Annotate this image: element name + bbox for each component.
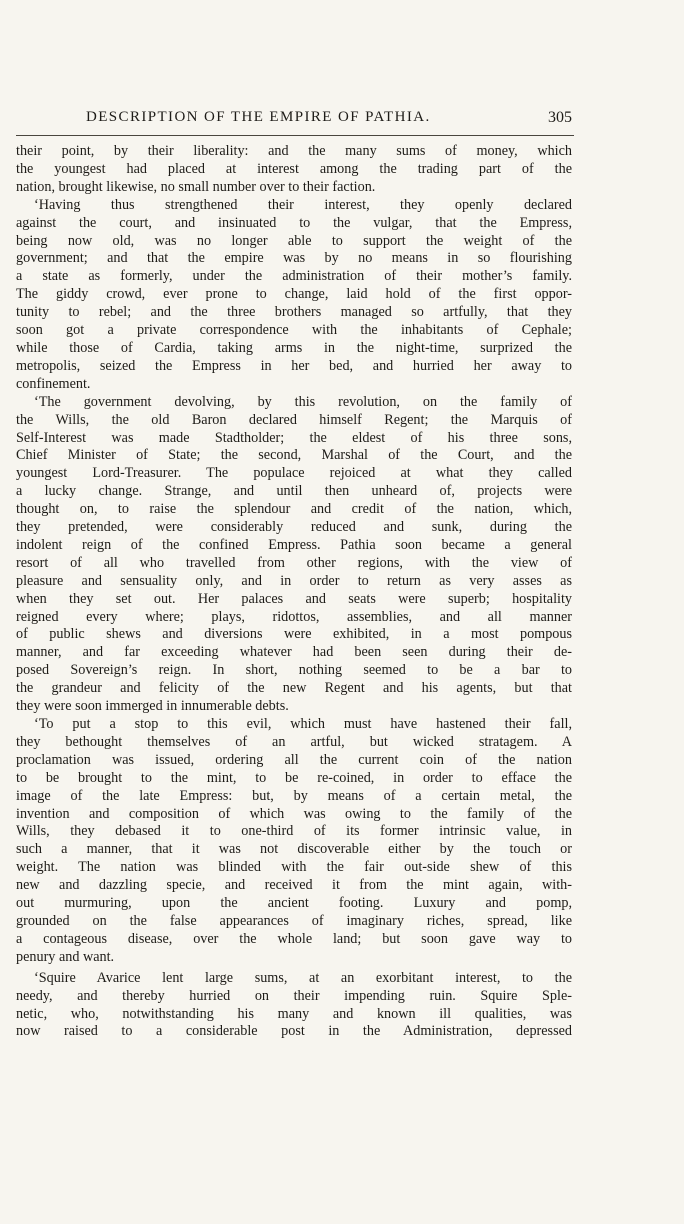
text-line: indolent reign of the confined Empress. Pathia soon became a general	[16, 536, 572, 553]
text-line: when they set out. Her palaces and seats were superb; hospitality	[16, 590, 572, 607]
text-line: ‘Having thus strengthened their interest, they openly declared	[34, 196, 572, 213]
paragraph	[16, 716, 572, 967]
text-line: they bethought themselves of an artful, but wicked stratagem. A	[16, 733, 572, 750]
text-line: out murmuring, upon the ancient footing. Luxury and pomp,	[16, 895, 572, 912]
text-line: a contageous disease, over the whole land; but soon gave way to	[16, 930, 572, 947]
text-line: of public shews and diversions were exhibited, in a most pompous	[16, 626, 572, 643]
text-line: weight. The nation was blinded with the fair out-side shew of this	[16, 859, 572, 876]
text-line: netic, who, notwithstanding his many and known ill qualities, was	[16, 1005, 572, 1022]
text-line: ‘Squire Avarice lent large sums, at an exorbitant interest, to the	[34, 969, 572, 986]
text-line: they were soon immerged in innumerable debts.	[16, 698, 289, 715]
paragraph	[16, 394, 572, 716]
text-line: against the court, and insinuated to the vulgar, that the Empress,	[16, 214, 572, 231]
text-line: the Wills, the old Baron declared himself Regent; the Marquis of	[16, 411, 572, 428]
text-line: resort of all who travelled from other regions, with the view of	[16, 554, 572, 571]
text-line: needy, and thereby hurried on their impending ruin. Squire Sple-	[16, 987, 572, 1004]
paragraph	[16, 197, 572, 394]
text-line: ‘To put a stop to this evil, which must have hastened their fall,	[34, 716, 572, 732]
text-line: the grandeur and felicity of the new Regent and his agents, but that	[16, 680, 572, 697]
text-line: grounded on the false appearances of imaginary riches, spread, like	[16, 912, 572, 929]
text-line: proclamation was issued, ordering all the current coin of the nation	[16, 751, 572, 768]
text-line: youngest Lord-Treasurer. The populace rejoiced at what they called	[16, 465, 572, 482]
text-line: image of the late Empress: but, by means of a certain metal, the	[16, 787, 572, 804]
text-line: now raised to a considerable post in the Administration, depressed	[16, 1023, 572, 1040]
text-line: penury and want.	[16, 948, 115, 965]
text-line: nation, brought likewise, no small number over to their faction.	[16, 178, 376, 195]
paragraph	[16, 143, 572, 197]
text-line: ‘The government devolving, by this revolution, on the family of	[34, 393, 572, 410]
paragraph	[16, 970, 572, 1042]
text-line: invention and composition of which was owing to the family of the	[16, 805, 572, 822]
text-line: posed Sovereign’s reign. In short, nothing seemed to be a bar to	[16, 662, 572, 679]
text-line: to be brought to the mint, to be re-coined, in order to efface the	[16, 769, 572, 786]
text-line: government; and that the empire was by no means in so flourishing	[16, 250, 572, 267]
text-line: being now old, was no longer able to support the weight of the	[16, 232, 572, 249]
text-line: confinement.	[16, 375, 91, 392]
text-line: metropolis, seized the Empress in her bed, and hurried her away to	[16, 357, 572, 374]
page-header	[16, 105, 574, 136]
page-number: 305	[548, 109, 572, 126]
text-line: their point, by their liberality: and the many sums of money, which	[16, 143, 572, 159]
text-line: Self-Interest was made Stadtholder; the eldest of his three sons,	[16, 429, 572, 446]
text-line: Wills, they debased it to one-third of its former intrinsic value, in	[16, 823, 572, 840]
text-line: thought on, to raise the splendour and credit of the nation, which,	[16, 501, 572, 518]
text-line: a state as formerly, under the administration of their mother’s family.	[16, 268, 572, 285]
text-line: the youngest had placed at interest among the trading part of the	[16, 160, 572, 177]
text-line: such a manner, that it was not discoverable either by the touch or	[16, 841, 572, 858]
text-line: soon got a private correspondence with the inhabitants of Cephale;	[16, 322, 572, 339]
text-line: a lucky change. Strange, and until then unheard of, projects were	[16, 483, 572, 500]
body-text	[16, 143, 572, 1041]
text-line: The giddy crowd, ever prone to change, laid hold of the first oppor-	[16, 286, 572, 303]
text-line: new and dazzling specie, and received it from the mint again, with-	[16, 877, 572, 894]
text-line: Chief Minister of State; the second, Marshal of the Court, and the	[16, 447, 572, 464]
running-head: DESCRIPTION OF THE EMPIRE OF PATHIA.	[86, 109, 431, 125]
text-line: tunity to rebel; and the three brothers managed so artfully, that they	[16, 304, 572, 321]
text-line: manner, and far exceeding whatever had been seen during their de-	[16, 644, 572, 661]
text-line: reigned every where; plays, ridottos, assemblies, and all manner	[16, 608, 572, 625]
text-line: pleasure and sensuality only, and in order to return as very asses as	[16, 572, 572, 589]
text-line: while those of Cardia, taking arms in the night-time, surprized the	[16, 339, 572, 356]
text-line: they pretended, were considerably reduced and sunk, during the	[16, 519, 572, 536]
